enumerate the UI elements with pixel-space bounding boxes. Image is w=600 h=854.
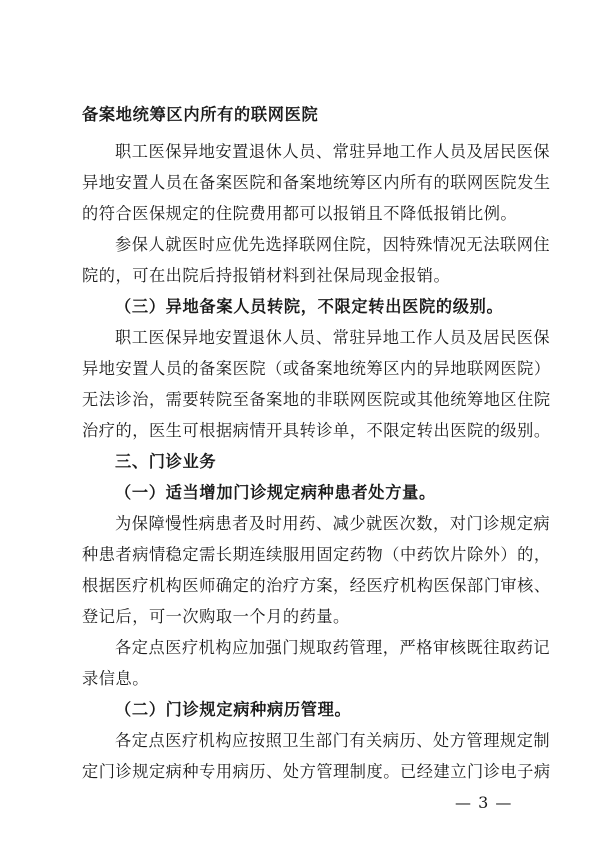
- text-line: 参保人就医时应优先选择联网住院，因特殊情况无法联网住: [115, 235, 551, 254]
- text-line: 备案地统筹区内所有的联网医院: [82, 105, 319, 124]
- subsection-heading: （二）门诊规定病种病历管理。: [115, 700, 352, 719]
- text-line: 职工医保异地安置退休人员、常驻异地工作人员及居民医保: [115, 328, 551, 347]
- text-line: 为保障慢性病患者及时用药、减少就医次数，对门诊规定病: [115, 514, 551, 533]
- text-line: 录信息。: [82, 669, 149, 688]
- text-line: 异地安置人员在备案医院和备案地统筹区内所有的联网医院发生: [82, 173, 551, 192]
- text-line: 职工医保异地安置退休人员、常驻异地工作人员及居民医保: [115, 142, 551, 161]
- text-line: 治疗的，医生可根据病情开具转诊单，不限定转出医院的级别。: [82, 421, 551, 440]
- subsection-heading: （一）适当增加门诊规定病种患者处方量。: [115, 483, 436, 502]
- page-number: — 3 —: [455, 793, 513, 812]
- text-line: 根据医疗机构医师确定的治疗方案，经医疗机构医保部门审核、: [82, 576, 551, 595]
- text-line: 的符合医保规定的住院费用都可以报销且不降低报销比例。: [82, 204, 518, 223]
- section-heading: （三）异地备案人员转院，不限定转出医院的级别。: [115, 297, 504, 316]
- text-line: 各定点医疗机构应按照卫生部门有关病历、处方管理规定制: [115, 731, 551, 750]
- text-line: 种患者病情稳定需长期连续服用固定药物（中药饮片除外）的，: [82, 545, 551, 564]
- text-line: 定门诊规定病种专用病历、处方管理制度。已经建立门诊电子病: [82, 762, 551, 781]
- text-line: 异地安置人员的备案医院（或备案地统筹区内的异地联网医院）: [82, 359, 551, 378]
- text-line: 院的，可在出院后持报销材料到社保局现金报销。: [82, 266, 451, 285]
- section-heading: 三、门诊业务: [115, 452, 217, 471]
- text-line: 各定点医疗机构应加强门规取药管理，严格审核既往取药记: [115, 638, 551, 657]
- text-line: 无法诊治，需要转院至备案地的非联网医院或其他统筹地区住院: [82, 390, 551, 409]
- text-line: 登记后，可一次购取一个月的药量。: [82, 607, 350, 626]
